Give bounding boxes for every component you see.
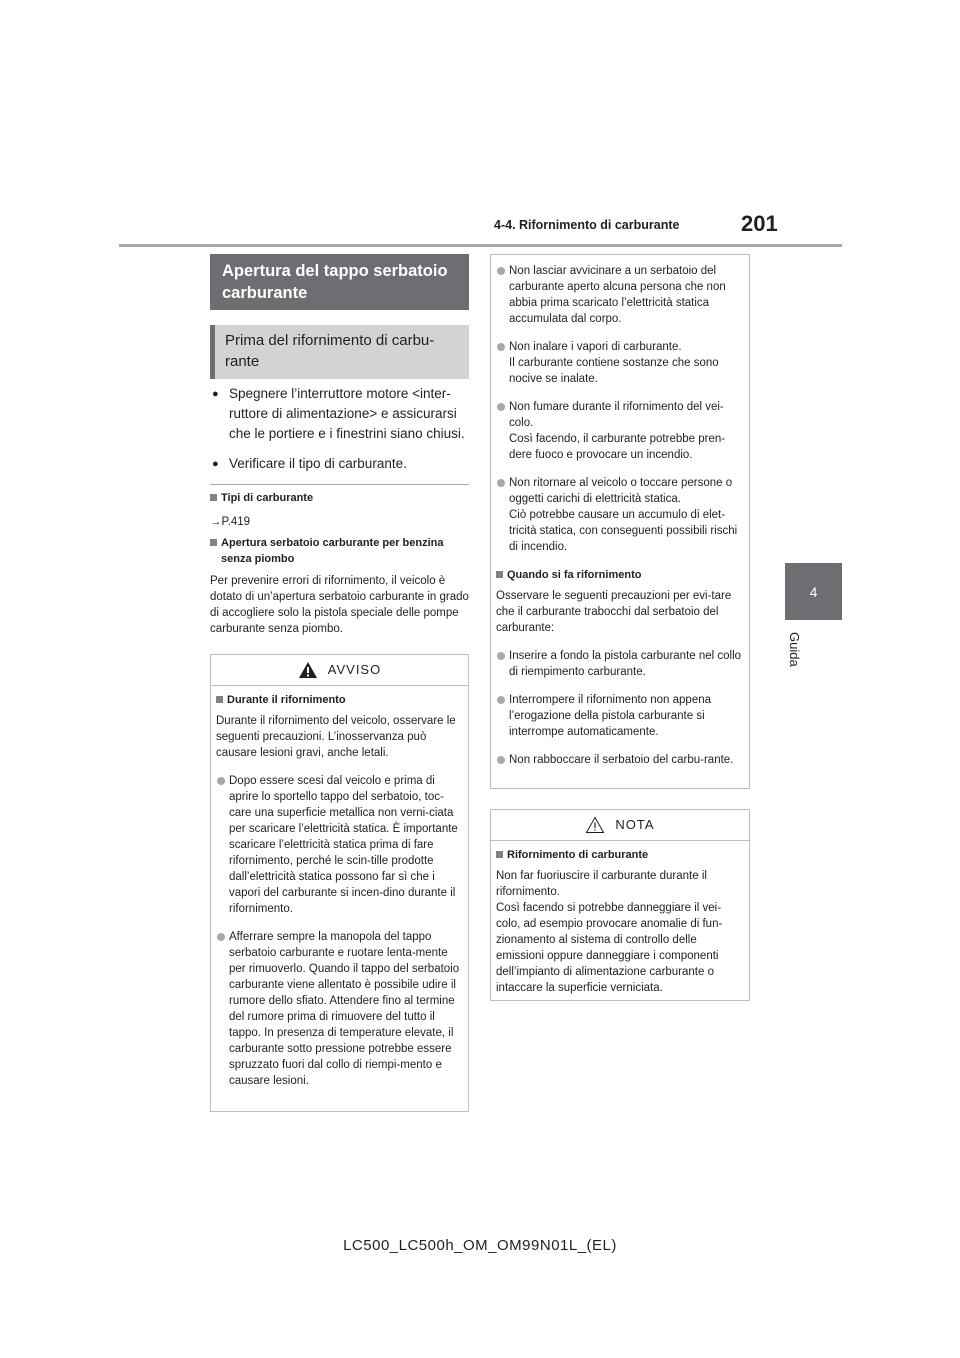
warning-item-note: Ciò potrebbe causare un accumulo di elet-tricità statica, con conseguenti possibili rischi di incendio. (509, 509, 738, 553)
warning-title: AVVISO (327, 662, 382, 677)
unleaded-opening-section (210, 535, 470, 637)
warning-header (211, 655, 468, 686)
refueling-item: Non rabboccare il serbatoio del carbu-rante. (496, 752, 744, 768)
note-box (490, 809, 750, 1001)
warning-item (496, 399, 744, 463)
note-text: Così facendo si potrebbe danneggiare il vei-colo, ad esempio provocare anomalie di fun-zionamento al sistema di controllo delle emissioni oppure danneggiare i componenti dell’impianto di alimentazione carburante o intaccare la superficie verniciata. (496, 902, 723, 994)
warning-item-text: Non fumare durante il rifornimento del vei-colo. (509, 401, 724, 429)
page-reference: →P.419 (210, 516, 251, 528)
note-text: Non far fuoriuscire il carburante durante il rifornimento. (496, 870, 707, 898)
document-code: LC500_LC500h_OM_OM99N01L_(EL) (343, 1237, 617, 1254)
warning-box (210, 654, 469, 1112)
warning-item-text: Non inalare i vapori di carburante. (509, 341, 682, 353)
unleaded-opening-text: Per prevenire errori di rifornimento, il veicolo è dotato di un’apertura serbatoio carburante in grado di accogliere solo la pistola speciale delle pompe carburante senza piombo. (210, 575, 469, 635)
warning-intro: Durante il rifornimento del veicolo, osservare le seguenti precauzioni. L’inosservanza può causare lesioni gravi, anche letali. (216, 715, 456, 759)
warning-continued-box (490, 254, 750, 789)
note-header (491, 810, 749, 841)
warning-item (496, 339, 744, 387)
sub-heading: Prima del rifornimento di carbu-rante (210, 325, 469, 379)
chapter-number: 4 (809, 583, 818, 600)
caution-icon (585, 816, 605, 834)
warning-heading: Durante il rifornimento (216, 692, 463, 708)
warning-item-note: Il carburante contiene sostanze che sono nocive se inalate. (509, 357, 719, 385)
main-heading: Apertura del tappo serbatoio carburante (210, 254, 469, 310)
refueling-heading: Quando si fa rifornimento (496, 567, 744, 583)
section-divider (210, 484, 469, 485)
refueling-intro: Osservare le seguenti precauzioni per evi-tare che il carburante trabocchi dal serbatoio del carburante: (496, 590, 732, 634)
chapter-tab (785, 563, 842, 620)
note-title: NOTA (615, 817, 655, 832)
warning-item: Non lasciar avvicinare a un serbatoio del carburante aperto alcuna persona che non abbia prima scaricato l’elettricità statica accumulata dal corpo. (496, 263, 744, 327)
warning-item-note: Così facendo, il carburante potrebbe pren-dere fuoco e provocare un incendio. (509, 433, 726, 461)
note-heading: Rifornimento di carburante (496, 847, 744, 863)
checklist-item: ● Spegnere l’interruttore motore <inter-ruttore di alimentazione> e assicurarsi che le portiere e i finestrini siano chiusi. (212, 384, 472, 444)
warning-item-text: Non ritornare al veicolo o toccare persone o oggetti carichi di elettricità statica. (509, 477, 733, 505)
checklist-item: ● Verificare il tipo di carburante. (212, 454, 472, 474)
refueling-item: Interrompere il rifornimento non appena l’erogazione della pistola carburante si interrompe automaticamente. (496, 692, 744, 740)
section-title: 4-4. Rifornimento di carburante (494, 218, 680, 232)
fuel-types-section (210, 490, 470, 530)
checklist (212, 384, 472, 484)
warning-item (496, 475, 744, 555)
header-divider (119, 244, 842, 247)
unleaded-opening-heading: Apertura serbatoio carburante per benzina senza piombo (210, 535, 470, 567)
warning-item: Afferrare sempre la manopola del tappo serbatoio carburante e ruotare lenta-mente per rimuoverlo. Quando il tappo del serbatoio carburante viene allentato è possibile udire il rumore dello sfiato. Attendere fino al termine del rumore prima di rimuovere del tutto il tappo. In presenza di temperature elevate, il carburante sotto pressione potrebbe essere spruzzato fuori dal collo di riempi-mento e causare lesioni. (216, 929, 463, 1089)
warning-item: Dopo essere scesi dal veicolo e prima di aprire lo sportello tappo del serbatoio, toc-care una superficie metallica non verni-ciata per scaricare l’elettricità statica. È importante scaricare l’elettricità statica prima di fare rifornimento, perché le scin-tille prodotte dall’elettricità statica possono far sì che i vapori del carburante si incen-dino durante il rifornimento. (216, 773, 463, 917)
warning-icon (298, 661, 318, 679)
fuel-types-heading: Tipi di carburante (210, 490, 470, 506)
chapter-label: Guida (787, 632, 802, 667)
page-number: 201 (741, 211, 778, 236)
refueling-item: Inserire a fondo la pistola carburante nel collo di riempimento carburante. (496, 648, 744, 680)
